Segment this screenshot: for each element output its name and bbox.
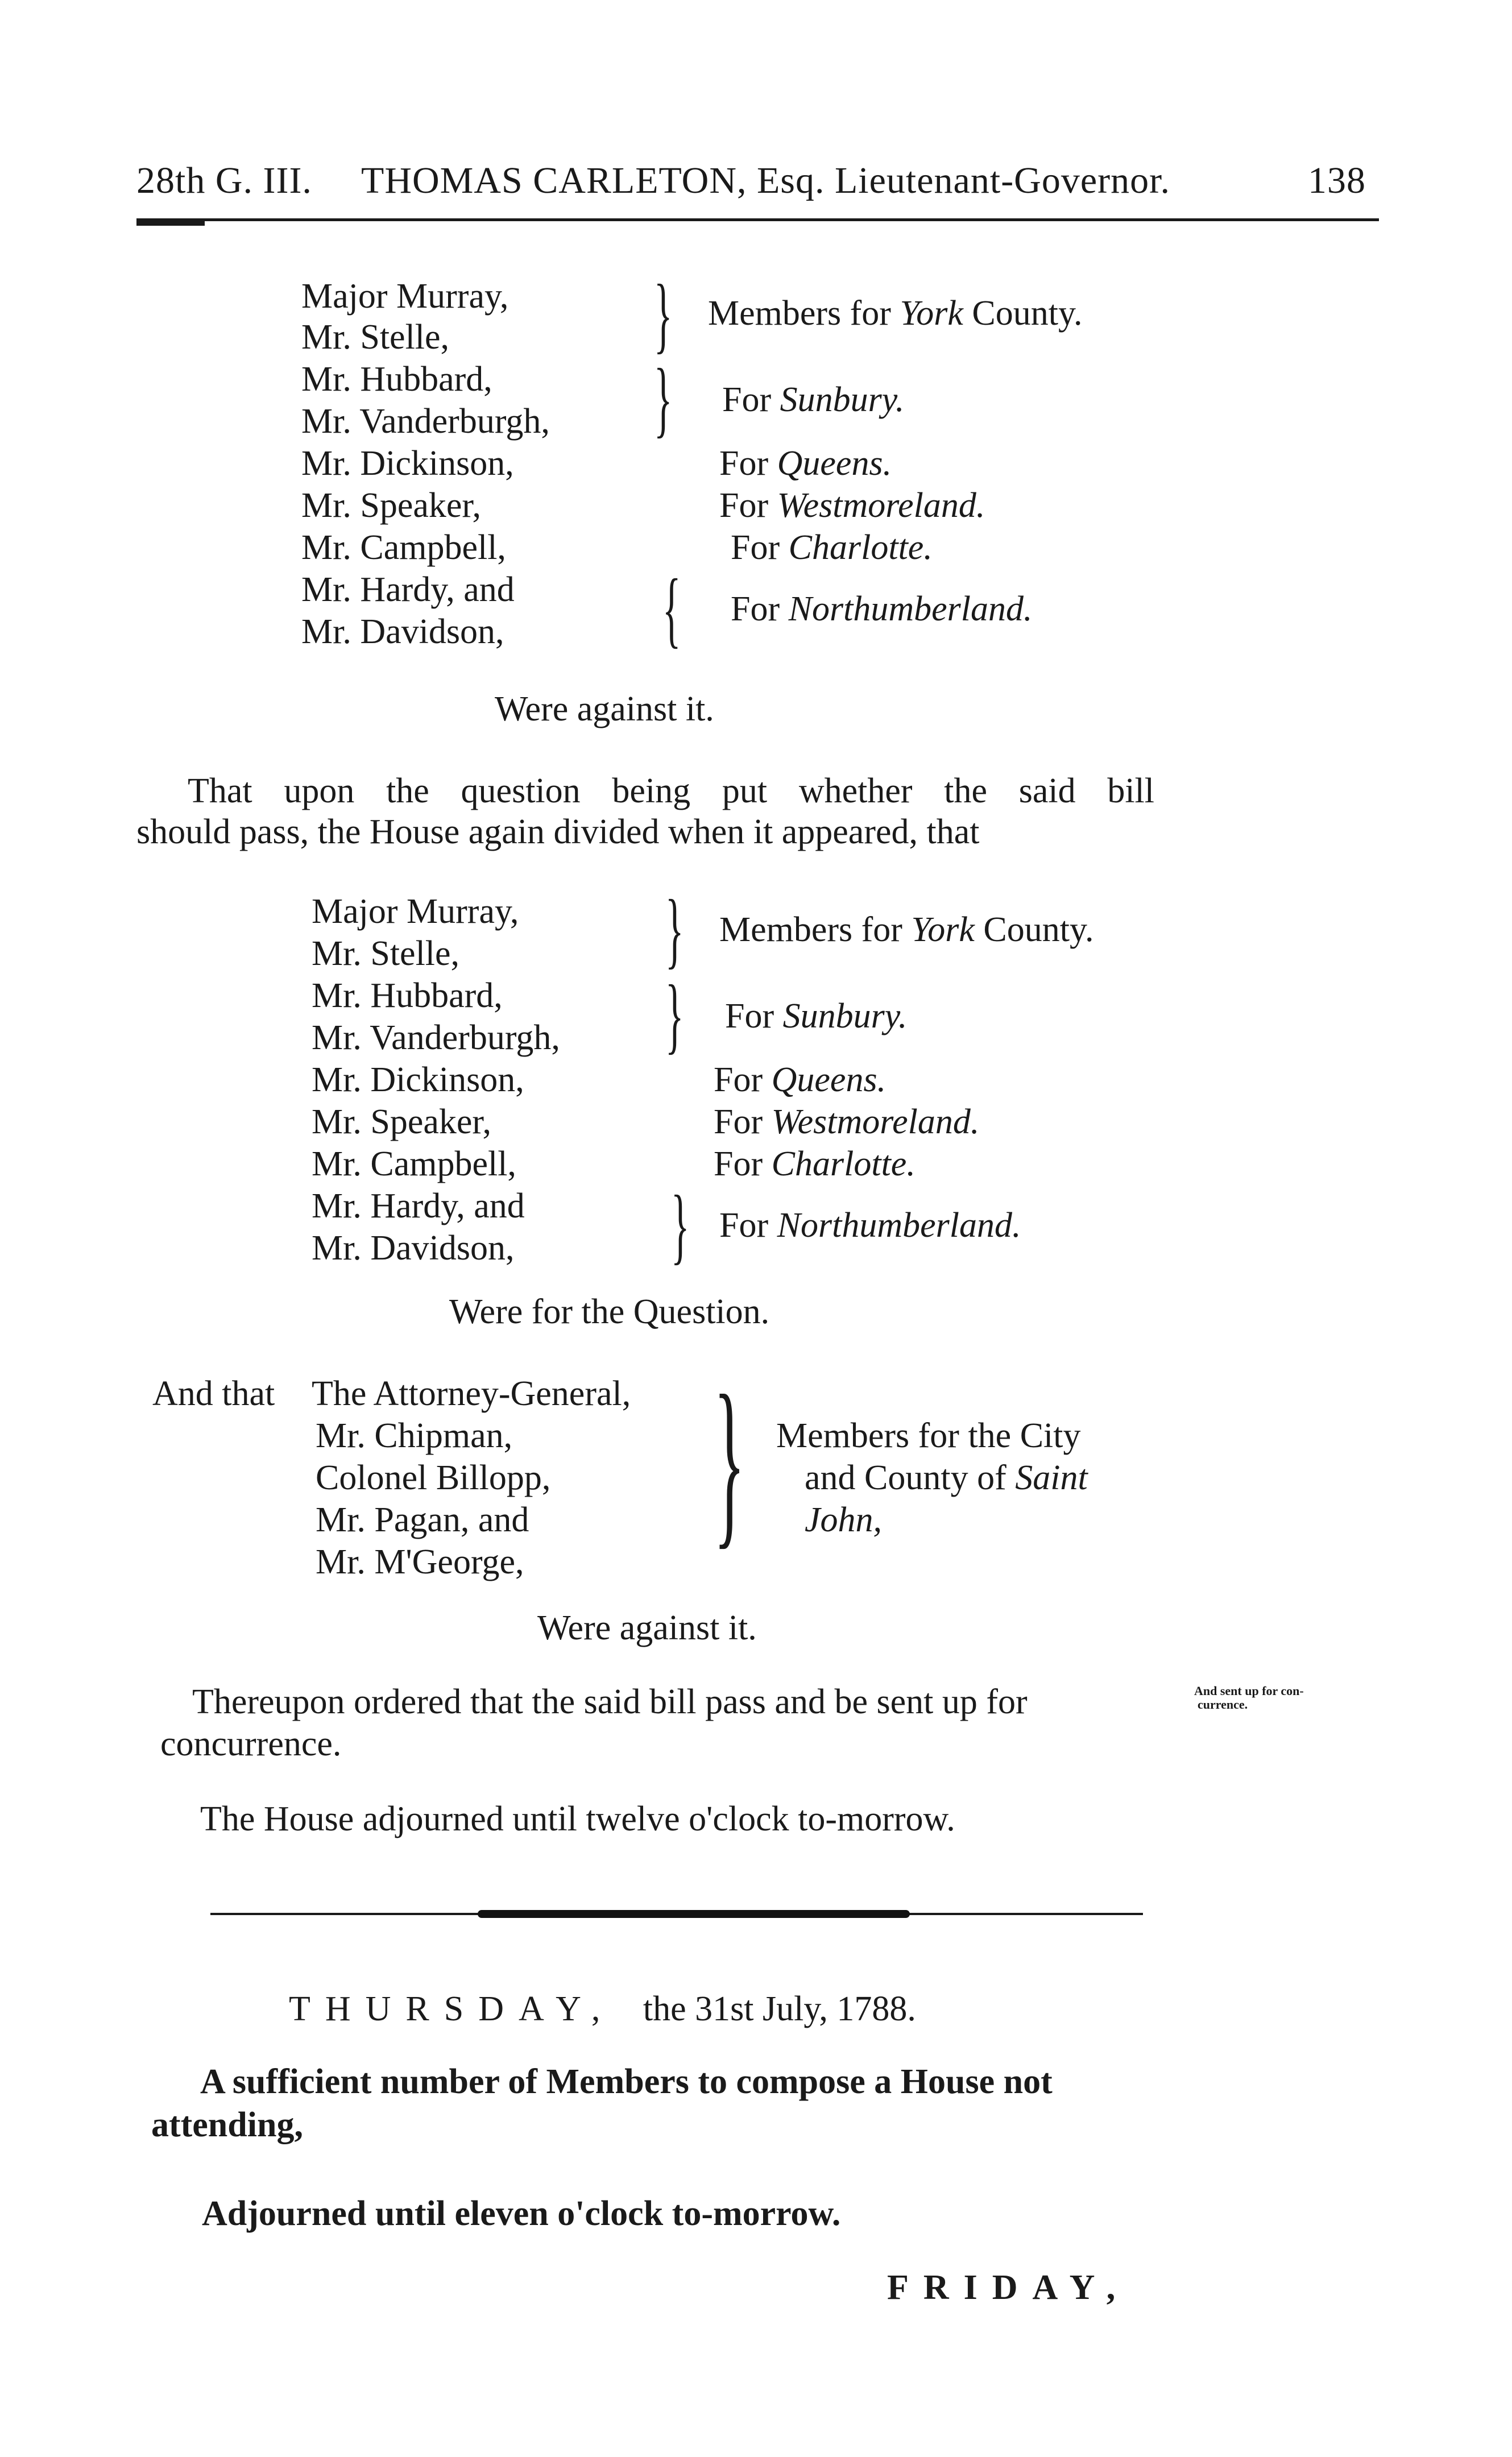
header-rule-thick-left [136, 221, 205, 226]
header-rule [136, 218, 1379, 221]
order-line: Thereupon ordered that the said bill pass and be sent up for [192, 1683, 1028, 1721]
constituency-northumberland: For Northumberland. [719, 1206, 1021, 1245]
constituency-charlotte: For Charlotte. [731, 528, 933, 567]
section-rule-thick [478, 1910, 910, 1918]
brace-icon: } [714, 1357, 745, 1565]
body-line: attending, [151, 2106, 303, 2144]
member-name: Mr. Hubbard, [301, 360, 492, 399]
constituency-york: Members for York County. [719, 910, 1094, 949]
member-name: Mr. Hubbard, [312, 976, 503, 1015]
brace-icon: } [665, 882, 684, 977]
adjournment: Adjourned until eleven o'clock to-morrow. [202, 2194, 841, 2233]
brace-icon: } [654, 351, 673, 446]
member-name: Mr. Dickinson, [301, 444, 514, 483]
member-name: Mr. Davidson, [312, 1229, 515, 1267]
brace-icon: } [665, 968, 684, 1062]
brace-icon: } [671, 1178, 690, 1273]
division-intro: And that [152, 1374, 275, 1413]
brace-icon: } [654, 267, 673, 362]
constituency-york: Members for York County. [708, 294, 1083, 333]
member-name: Mr. Hardy, and [312, 1187, 525, 1225]
member-name: Mr. Hardy, and [301, 570, 515, 609]
order-line: concurrence. [160, 1725, 342, 1763]
constituency-note: John, [805, 1501, 883, 1539]
member-name: Major Murray, [301, 277, 509, 316]
member-name: Mr. Pagan, and [316, 1501, 529, 1539]
member-name: Colonel Billopp, [316, 1459, 551, 1497]
member-name: Mr. Vanderburgh, [301, 402, 550, 441]
paragraph-line: That upon the question being put whether the said bill [188, 772, 1154, 810]
member-name: Mr. Dickinson, [312, 1060, 524, 1099]
day-heading: THURSDAY, the 31st July, 1788. [289, 1990, 916, 2028]
catchword: FRIDAY, [887, 2268, 1130, 2307]
vote-result: Were against it. [495, 690, 714, 728]
constituency-charlotte: For Charlotte. [714, 1145, 916, 1183]
adjournment: The House adjourned until twelve o'clock to-morrow. [200, 1800, 955, 1838]
constituency-queens: For Queens. [714, 1060, 887, 1099]
body-line: A sufficient number of Members to compose a House not [200, 2062, 1053, 2101]
member-name: Major Murray, [312, 892, 519, 931]
running-head-left: 28th G. III. [136, 160, 312, 201]
member-name: Mr. Campbell, [301, 528, 506, 567]
constituency-westmoreland: For Westmoreland. [719, 486, 985, 525]
vote-result: Were against it. [537, 1609, 757, 1647]
paragraph-line: should pass, the House again divided when it appeared, that [136, 813, 980, 851]
member-name: Mr. Vanderburgh, [312, 1018, 560, 1057]
constituency-sunbury: For Sunbury. [725, 997, 908, 1035]
member-name: Mr. Davidson, [301, 612, 504, 651]
vote-result: Were for the Question. [449, 1292, 770, 1331]
member-name: The Attorney-General, [312, 1374, 631, 1413]
member-name: Mr. Stelle, [301, 318, 450, 357]
margin-note: And sent up for con- currence. [1194, 1684, 1304, 1712]
member-name: Mr. Campbell, [312, 1145, 516, 1183]
member-name: Mr. Chipman, [316, 1416, 513, 1455]
page-number: 138 [1308, 160, 1366, 201]
member-name: Mr. Speaker, [301, 486, 482, 525]
constituency-westmoreland: For Westmoreland. [714, 1103, 980, 1141]
member-name: Mr. M'George, [316, 1543, 524, 1581]
member-name: Mr. Speaker, [312, 1103, 492, 1141]
constituency-note: Members for the City [776, 1416, 1081, 1455]
member-name: Mr. Stelle, [312, 934, 460, 973]
constituency-queens: For Queens. [719, 444, 892, 483]
brace-icon: { [662, 562, 681, 656]
constituency-note: and County of Saint [805, 1459, 1088, 1497]
constituency-sunbury: For Sunbury. [722, 380, 905, 419]
constituency-northumberland: For Northumberland. [731, 590, 1033, 628]
running-head-title: THOMAS CARLETON, Esq. Lieutenant-Governor. [361, 160, 1170, 201]
